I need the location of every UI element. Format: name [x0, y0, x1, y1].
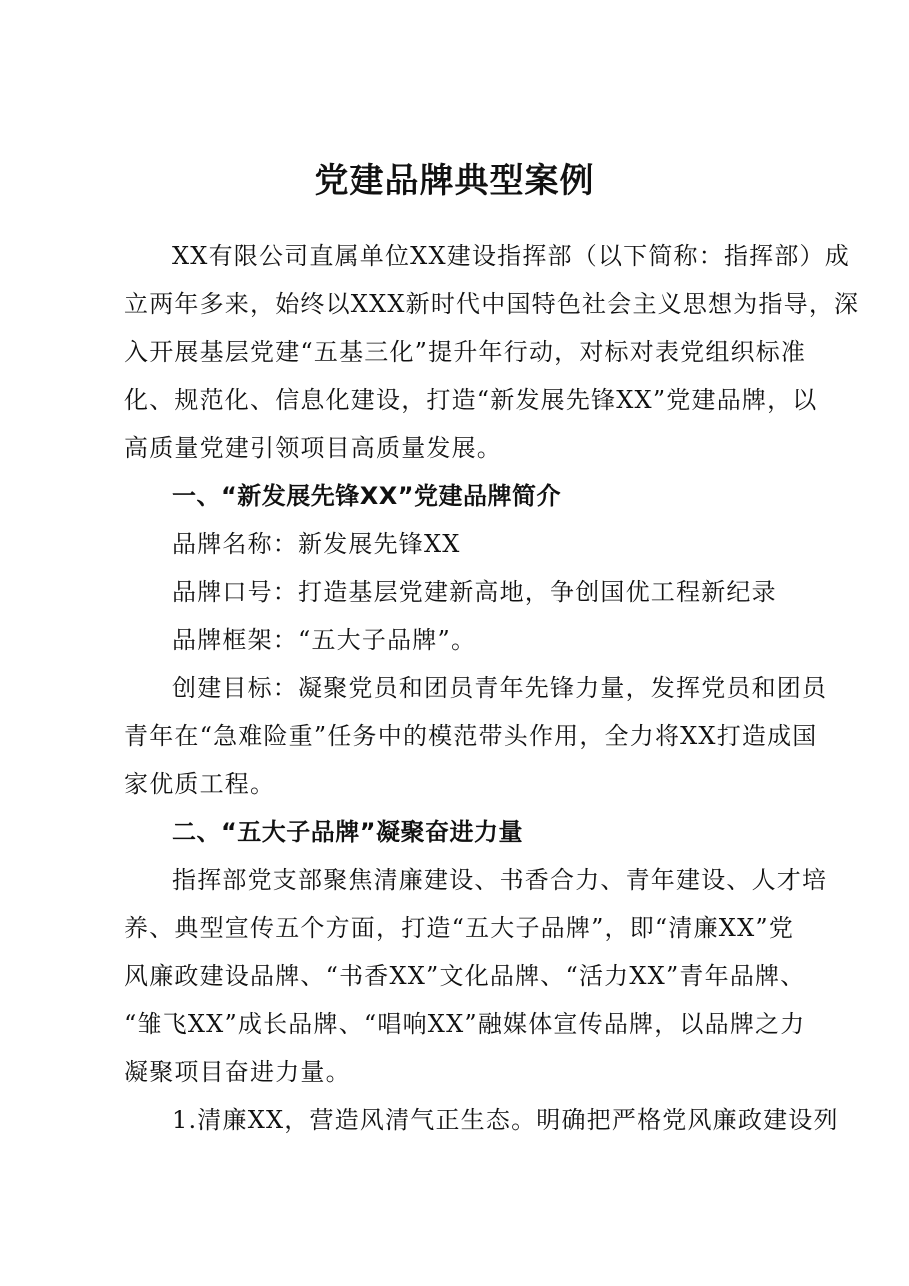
- section-heading: 二、“五大子品牌”凝聚奋进力量: [172, 818, 524, 846]
- section-heading: 一、“新发展先锋XX”党建品牌简介: [172, 482, 562, 510]
- body-paragraph-line: 凝聚项目奋进力量。: [124, 1058, 351, 1086]
- body-paragraph-line: 入开展基层党建“五基三化”提升年行动，对标对表党组织标准: [124, 338, 807, 366]
- body-paragraph-line: “雏飞XX”成长品牌、“唱响XX”融媒体宣传品牌，以品牌之力: [124, 1010, 806, 1038]
- body-paragraph-line: 立两年多来，始终以XXX新时代中国特色社会主义思想为指导，深: [124, 290, 860, 318]
- body-paragraph-line: 指挥部党支部聚焦清廉建设、书香合力、青年建设、人才培: [172, 866, 828, 894]
- body-paragraph-line: 风廉政建设品牌、“书香XX”文化品牌、“活力XX”青年品牌、: [124, 962, 806, 990]
- body-paragraph-line: 家优质工程。: [124, 770, 276, 798]
- brand-goal-line: 创建目标：凝聚党员和团员青年先锋力量，发挥党员和团员: [172, 674, 828, 702]
- brand-framework-line: 品牌框架：“五大子品牌”。: [172, 626, 477, 654]
- body-paragraph-line: 青年在“急难险重”任务中的模范带头作用，全力将XX打造成国: [124, 722, 818, 750]
- body-paragraph-line: 高质量党建引领项目高质量发展。: [124, 434, 502, 462]
- body-paragraph-line: XX有限公司直属单位XX建设指挥部（以下简称：指挥部）成: [172, 242, 850, 270]
- brand-name-line: 品牌名称：新发展先锋XX: [172, 530, 461, 558]
- body-paragraph-line: 1.清廉XX，营造风清气正生态。明确把严格党风廉政建设列: [172, 1106, 839, 1134]
- brand-slogan-line: 品牌口号：打造基层党建新高地，争创国优工程新纪录: [172, 578, 777, 606]
- body-paragraph-line: 化、规范化、信息化建设，打造“新发展先锋XX”党建品牌，以: [124, 386, 818, 414]
- document-title: 党建品牌典型案例: [314, 161, 595, 201]
- body-paragraph-line: 养、典型宣传五个方面，打造“五大子品牌”，即“清廉XX”党: [124, 914, 795, 942]
